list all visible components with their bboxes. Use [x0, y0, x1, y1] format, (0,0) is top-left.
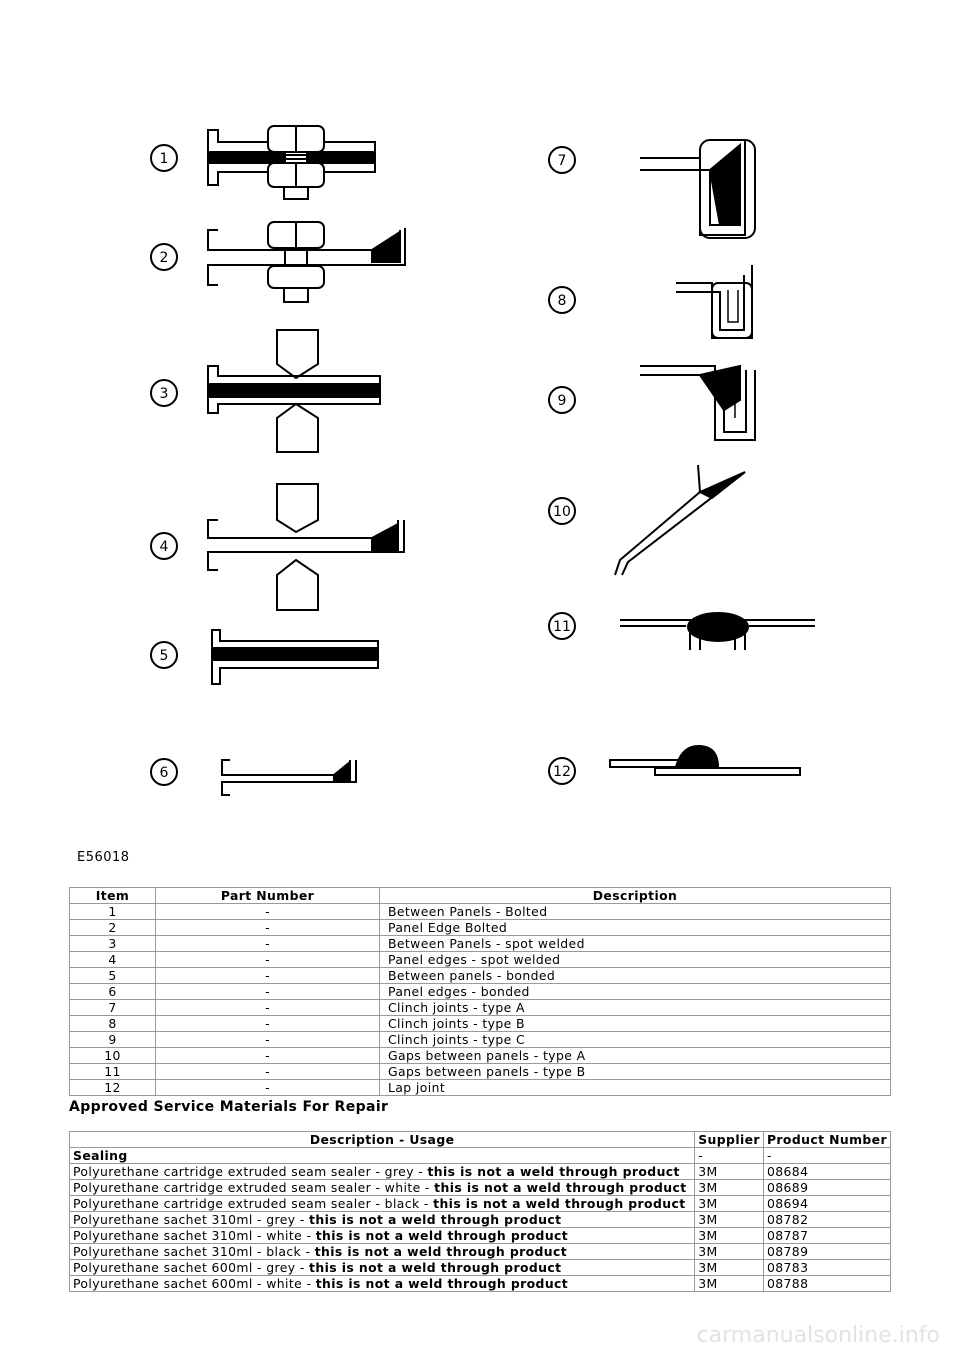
item-cell: 4: [70, 952, 156, 968]
table-row: [70, 936, 891, 952]
description-cell: Between Panels - Bolted: [380, 904, 891, 920]
svg-text:8: 8: [557, 293, 567, 309]
product-cell: 08783: [763, 1260, 890, 1276]
description-cell: Polyurethane sachet 310ml - white - this is not a weld through product: [70, 1228, 695, 1244]
joint-8-clinch-b: [676, 265, 752, 338]
part-number-cell: -: [156, 1080, 380, 1096]
description-cell: Polyurethane sachet 310ml - black - this is not a weld through product: [70, 1244, 695, 1260]
joint-3-spot-welded: [208, 330, 380, 452]
joint-10-gap-a: [615, 465, 745, 575]
callout-11: [549, 613, 575, 639]
svg-text:3: 3: [159, 386, 169, 402]
part-number-cell: -: [156, 952, 380, 968]
table-row: [70, 952, 891, 968]
part-number-cell: -: [156, 1048, 380, 1064]
description-cell: Panel edges - spot welded: [380, 952, 891, 968]
description-cell: Clinch joints - type B: [380, 1016, 891, 1032]
table-row: [70, 1260, 891, 1276]
materials-table-header: [70, 1132, 891, 1148]
part-number-cell: -: [156, 1000, 380, 1016]
table-row: [70, 1276, 891, 1292]
callout-3: [151, 380, 177, 406]
callout-10: [549, 498, 575, 524]
item-cell: 2: [70, 920, 156, 936]
item-cell: 11: [70, 1064, 156, 1080]
description-cell: Gaps between panels - type A: [380, 1048, 891, 1064]
materials-table: [69, 1131, 891, 1292]
joint-6-bonded-edge: [222, 760, 356, 795]
header-description: Description: [380, 888, 891, 904]
supplier-cell: -: [695, 1148, 764, 1164]
table-row: [70, 1000, 891, 1016]
items-table: [69, 887, 891, 1096]
supplier-cell: 3M: [695, 1228, 764, 1244]
description-cell: Polyurethane sachet 600ml - white - this is not a weld through product: [70, 1276, 695, 1292]
sealing-row: [70, 1148, 891, 1164]
table-row: [70, 1048, 891, 1064]
part-number-cell: -: [156, 1064, 380, 1080]
header-description-usage: Description - Usage: [70, 1132, 695, 1148]
figure-code: E56018: [77, 850, 130, 865]
items-table-header: [70, 888, 891, 904]
description-cell: Clinch joints - type A: [380, 1000, 891, 1016]
product-cell: 08788: [763, 1276, 890, 1292]
svg-text:10: 10: [553, 504, 571, 520]
description-cell: Panel edges - bonded: [380, 984, 891, 1000]
description-cell: Gaps between panels - type B: [380, 1064, 891, 1080]
description-cell: Polyurethane cartridge extruded seam sealer - white - this is not a weld through product: [70, 1180, 695, 1196]
part-number-cell: -: [156, 984, 380, 1000]
part-number-cell: -: [156, 968, 380, 984]
description-cell: Panel Edge Bolted: [380, 920, 891, 936]
table-row: [70, 1212, 891, 1228]
item-cell: 1: [70, 904, 156, 920]
item-cell: 5: [70, 968, 156, 984]
joint-4-spot-welded-edge: [208, 484, 404, 610]
watermark: carmanualsonline.info: [696, 1323, 940, 1348]
table-row: [70, 1032, 891, 1048]
header-item: Item: [70, 888, 156, 904]
product-cell: 08789: [763, 1244, 890, 1260]
table-row: [70, 1080, 891, 1096]
supplier-cell: 3M: [695, 1260, 764, 1276]
supplier-cell: 3M: [695, 1180, 764, 1196]
svg-text:1: 1: [159, 151, 169, 167]
table-row: [70, 1180, 891, 1196]
svg-text:6: 6: [159, 765, 169, 781]
table-row: [70, 1244, 891, 1260]
table-row: [70, 920, 891, 936]
callout-12: [549, 758, 575, 784]
product-cell: 08689: [763, 1180, 890, 1196]
callout-2: [151, 244, 177, 270]
svg-text:9: 9: [557, 393, 567, 409]
product-cell: 08694: [763, 1196, 890, 1212]
supplier-cell: 3M: [695, 1164, 764, 1180]
header-part-number: Part Number: [156, 888, 380, 904]
callout-1: [151, 145, 177, 171]
product-cell: 08787: [763, 1228, 890, 1244]
part-number-cell: -: [156, 904, 380, 920]
part-number-cell: -: [156, 1032, 380, 1048]
item-cell: 8: [70, 1016, 156, 1032]
description-cell: Between Panels - spot welded: [380, 936, 891, 952]
joint-7-clinch-a: [640, 140, 755, 238]
part-number-cell: -: [156, 936, 380, 952]
part-number-cell: -: [156, 1016, 380, 1032]
svg-text:5: 5: [159, 648, 169, 664]
svg-text:4: 4: [159, 539, 169, 555]
description-cell: Polyurethane cartridge extruded seam sealer - grey - this is not a weld through product: [70, 1164, 695, 1180]
callout-5: [151, 642, 177, 668]
callout-6: [151, 759, 177, 785]
supplier-cell: 3M: [695, 1276, 764, 1292]
joint-9-clinch-c: [640, 366, 755, 440]
joint-11-gap-b: [620, 613, 815, 650]
item-cell: 7: [70, 1000, 156, 1016]
svg-text:11: 11: [553, 619, 571, 635]
table-row: [70, 1016, 891, 1032]
part-number-cell: -: [156, 920, 380, 936]
item-cell: 6: [70, 984, 156, 1000]
joint-12-lap: [610, 746, 800, 775]
product-cell: -: [763, 1148, 890, 1164]
section-title: Approved Service Materials For Repair: [69, 1099, 389, 1115]
callout-7: [549, 147, 575, 173]
product-cell: 08782: [763, 1212, 890, 1228]
header-supplier: Supplier: [695, 1132, 764, 1148]
description-cell: Between panels - bonded: [380, 968, 891, 984]
supplier-cell: 3M: [695, 1244, 764, 1260]
callout-4: [151, 533, 177, 559]
table-row: [70, 984, 891, 1000]
description-cell: Clinch joints - type C: [380, 1032, 891, 1048]
svg-text:2: 2: [159, 250, 169, 266]
description-cell: Lap joint: [380, 1080, 891, 1096]
svg-text:7: 7: [557, 153, 567, 169]
table-row: [70, 1228, 891, 1244]
table-row: [70, 1064, 891, 1080]
item-cell: 12: [70, 1080, 156, 1096]
table-row: [70, 904, 891, 920]
product-cell: 08684: [763, 1164, 890, 1180]
callout-8: [549, 287, 575, 313]
supplier-cell: 3M: [695, 1212, 764, 1228]
table-row: [70, 1196, 891, 1212]
header-product-number: Product Number: [763, 1132, 890, 1148]
item-cell: 3: [70, 936, 156, 952]
joint-5-bonded: [212, 630, 378, 684]
description-cell: Polyurethane sachet 310ml - grey - this is not a weld through product: [70, 1212, 695, 1228]
svg-text:12: 12: [553, 764, 571, 780]
item-cell: 9: [70, 1032, 156, 1048]
supplier-cell: 3M: [695, 1196, 764, 1212]
callout-9: [549, 387, 575, 413]
table-row: [70, 968, 891, 984]
description-cell: Polyurethane cartridge extruded seam sealer - black - this is not a weld through product: [70, 1196, 695, 1212]
table-row: [70, 1164, 891, 1180]
sealing-label: Sealing: [70, 1148, 695, 1164]
item-cell: 10: [70, 1048, 156, 1064]
joint-2-bolted-edge: [208, 222, 405, 302]
description-cell: Polyurethane sachet 600ml - grey - this is not a weld through product: [70, 1260, 695, 1276]
joint-1-bolted: [208, 126, 375, 199]
